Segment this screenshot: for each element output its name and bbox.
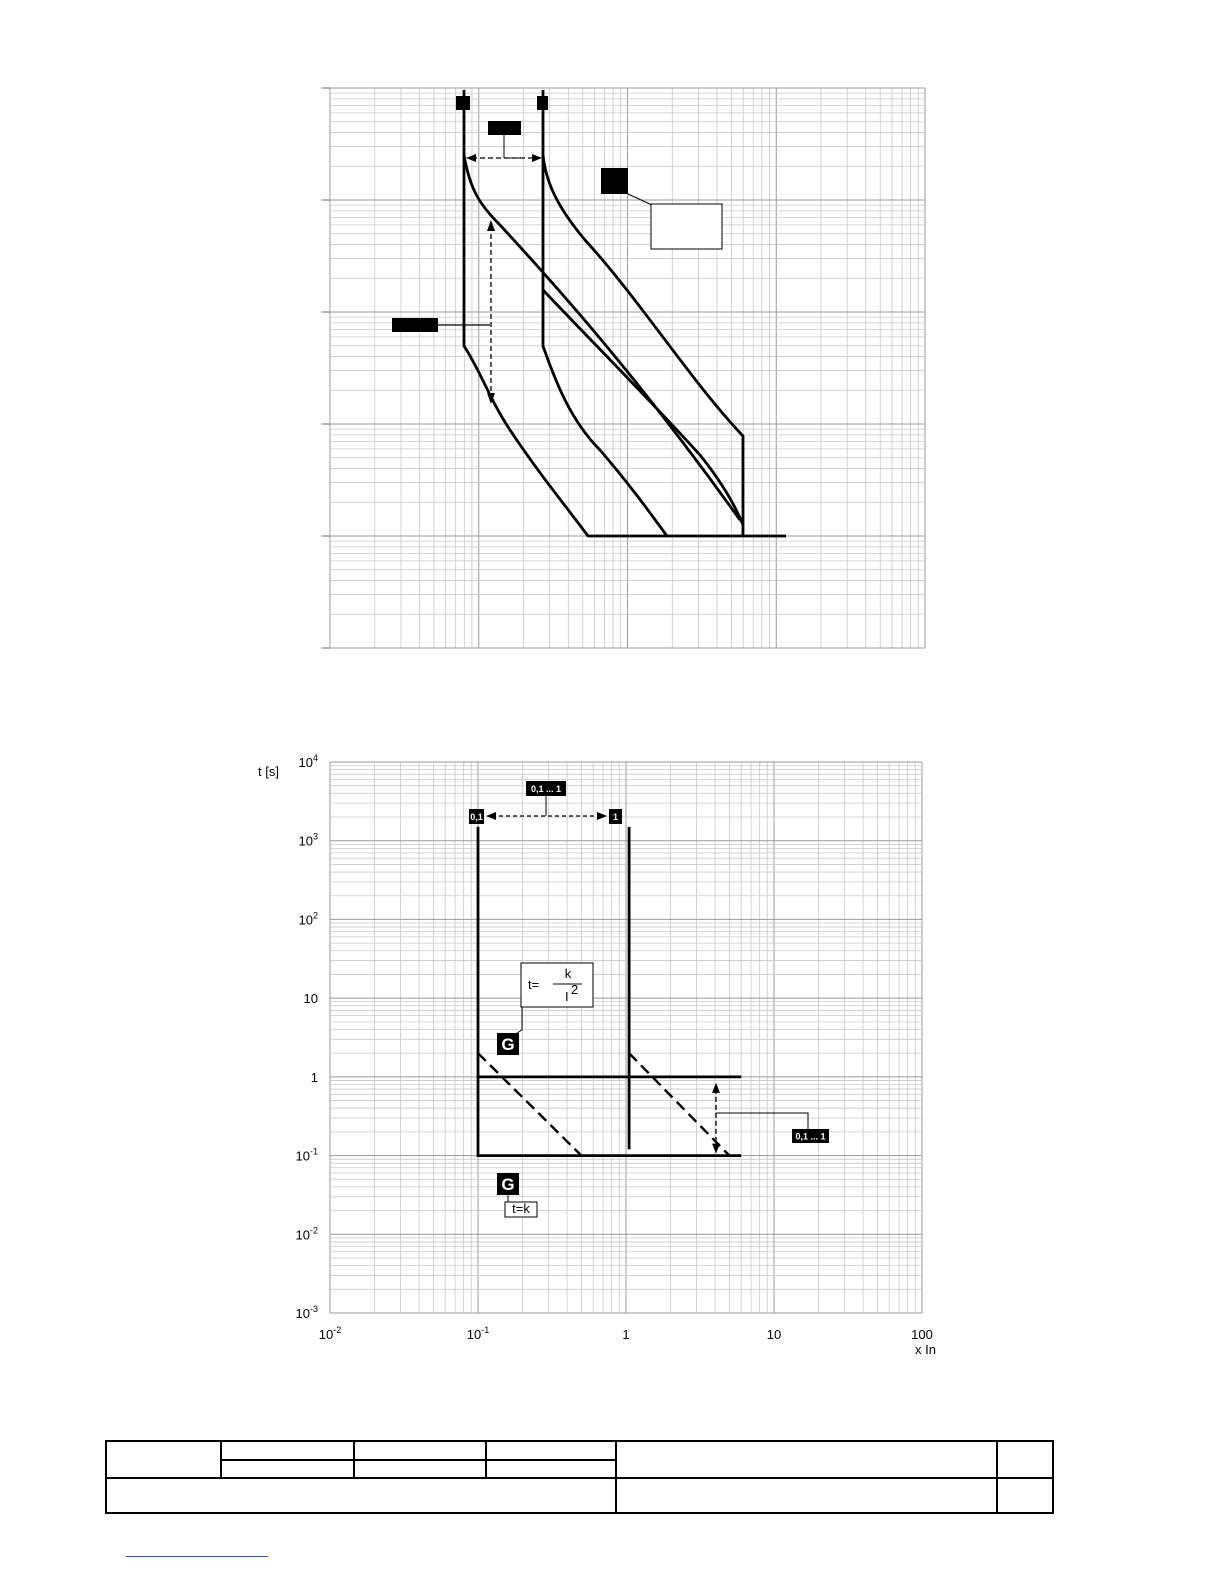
bottom-chart-annotations	[469, 781, 829, 1217]
x-tick-label: 10	[766, 1327, 782, 1342]
range-top-label: 0,1 ... 1	[530, 784, 562, 794]
top-chart-curve-2	[543, 90, 743, 536]
y-tick-label: $10^3$	[298, 831, 318, 849]
x-tick-label: 100	[911, 1327, 933, 1342]
top-range-arrowhead-right	[532, 154, 542, 162]
x-tick-label: 1	[622, 1327, 630, 1342]
t-const-text: t=k	[512, 1201, 530, 1216]
top-curve-id-square	[601, 168, 628, 194]
top-time-label-bar	[392, 318, 438, 332]
formula-k-text: k	[564, 966, 572, 981]
g-upper-label: G	[501, 1035, 515, 1054]
range-right-label: 0,1 ... 1	[795, 1131, 826, 1142]
range-top-arrowhead-right	[597, 812, 607, 820]
top-end-square-mark	[537, 96, 548, 110]
bottom-chart-curves	[478, 827, 741, 1156]
footer-link-underline	[126, 1556, 268, 1557]
y-tick-label: $10^{-1}$	[295, 1146, 318, 1164]
g-lower-label: G	[501, 1175, 515, 1194]
start-mark-label: 0,1	[470, 812, 483, 822]
title-block-table	[106, 1441, 1053, 1513]
bottom-chart	[258, 753, 936, 1357]
top-chart-curves	[464, 90, 786, 536]
y-tick-label: $10^2$	[298, 910, 318, 928]
bottom-chart-grid	[330, 762, 922, 1313]
bottom-curve-5	[629, 1053, 729, 1155]
bottom-chart-axis-labels	[258, 753, 936, 1357]
y-tick-label: $10^{-3}$	[295, 1304, 318, 1321]
y-tick-label: 1	[310, 1069, 318, 1085]
bottom-curve-1	[478, 827, 741, 1156]
formula-t-text: t=	[528, 977, 540, 992]
top-range-label-bar	[488, 121, 521, 135]
top-start-square-mark	[456, 96, 470, 110]
formula-exp-text: 2	[571, 982, 579, 997]
formula-i-text: I	[565, 989, 569, 1004]
y-tick-label: $10^4$	[298, 753, 318, 770]
range-right-arrowhead-down	[712, 1144, 720, 1154]
range-top-arrowhead-left	[486, 812, 496, 820]
top-chart-curve-5	[543, 290, 743, 525]
y-tick-label: 10	[303, 991, 318, 1007]
y-axis-label: t [s]	[258, 764, 279, 779]
bottom-curve-4	[478, 1053, 581, 1155]
end-mark-label: 1	[612, 812, 619, 822]
top-chart	[322, 88, 925, 648]
y-tick-label: $10^{-2}$	[295, 1225, 318, 1243]
x-tick-label: $10^{-2}$	[318, 1325, 342, 1342]
top-range-arrowhead-left	[466, 154, 476, 162]
x-axis-label: x In	[915, 1342, 936, 1357]
top-formula-box	[651, 204, 722, 249]
top-time-arrowhead-up	[487, 220, 495, 231]
x-tick-label: $10^{-1}$	[466, 1325, 490, 1342]
